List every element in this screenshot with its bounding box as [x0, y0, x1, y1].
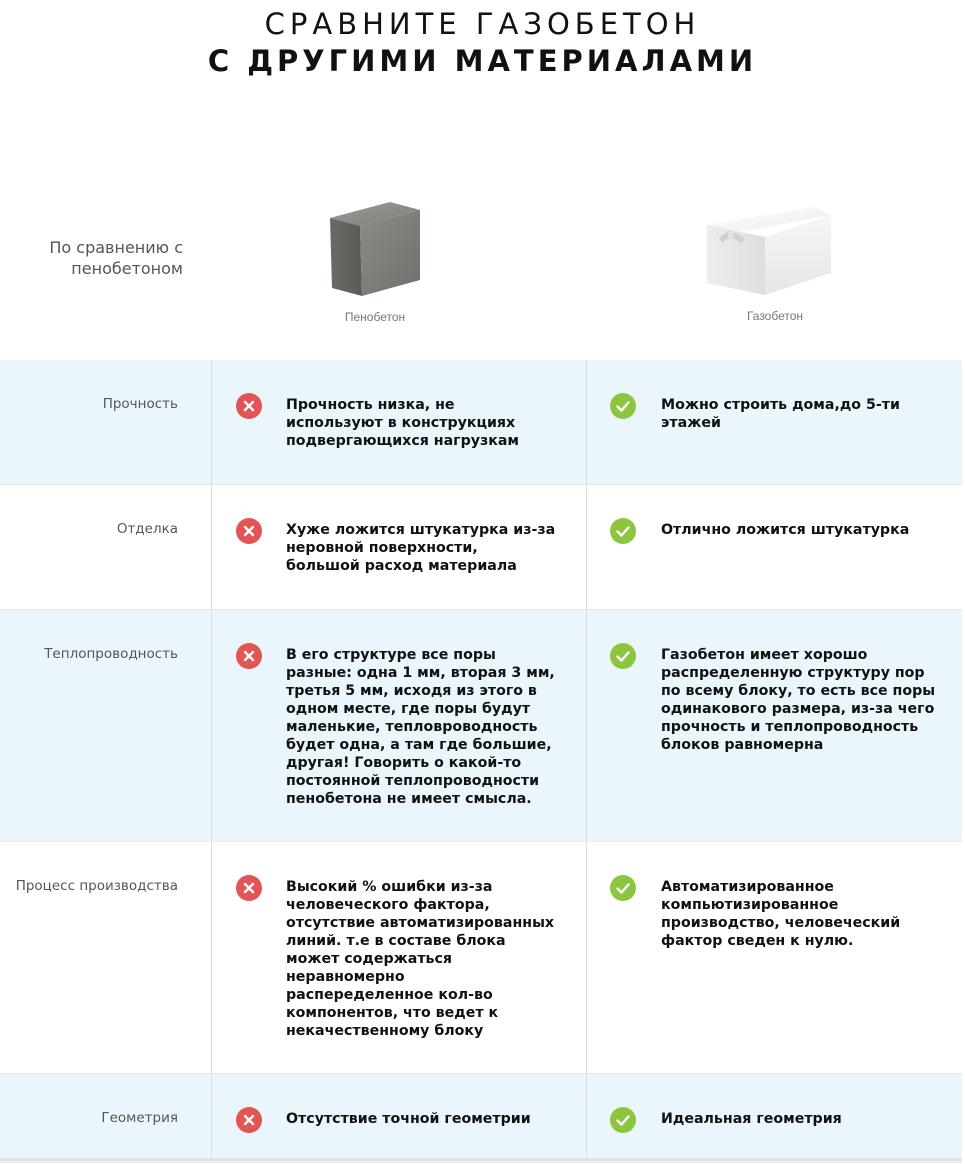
- column-divider: [586, 610, 587, 841]
- foam-concrete-product: [320, 190, 430, 324]
- row-label: Прочность: [102, 396, 178, 412]
- aerated-concrete-product: [695, 195, 855, 323]
- column-divider: [211, 1074, 212, 1162]
- row-label: Геометрия: [101, 1110, 178, 1126]
- column-divider: [211, 842, 212, 1073]
- column-divider: [211, 610, 212, 841]
- table-row-finishing: [0, 485, 962, 610]
- aerated-concrete-text: Автоматизированное компьютизированное производство, человеческий фактор сведен к нулю.: [661, 879, 901, 949]
- foam-concrete-text: В его структуре все поры разные: одна 1 мм, вторая 3 мм, третья 5 мм, исходя из этого в одном месте, где поры будут маленькие, тепловроводность будет одна, а там где большие, другая! Говорить о какой-то постоянной теплопроводности пенобетона не имеет смысла.: [286, 647, 555, 807]
- check-circle-icon: [610, 393, 636, 419]
- column-divider: [586, 485, 587, 609]
- foam-concrete-caption: Пенобетон: [344, 310, 406, 324]
- aerated-concrete-text: Идеальная геометрия: [661, 1111, 842, 1127]
- table-row-thermal-conductivity: [0, 610, 962, 842]
- aerated-concrete-caption: Газобетон: [746, 309, 804, 323]
- table-row-geometry: [0, 1074, 962, 1163]
- row-label: Процесс производства: [15, 878, 178, 894]
- check-circle-icon: [610, 643, 636, 669]
- foam-concrete-text: Высокий % ошибки из-за человеческого фактора, отсутствие автоматизированных линий. т.е в составе блока может содержаться неравномерно распеределенное кол-во компонентов, что ведет к некачественному блоку: [286, 879, 555, 1039]
- column-divider: [211, 485, 212, 609]
- bottom-divider: [0, 1158, 962, 1161]
- check-circle-icon: [610, 875, 636, 901]
- aerated-concrete-text: Газобетон имеет хорошо распределенную структуру пор по всему блоку, то есть все поры одинакового размера, из-за чего прочность и теплопроводность блоков равномерна: [661, 647, 936, 753]
- foam-concrete-block-image: [320, 190, 430, 302]
- aerated-concrete-text: Можно строить дома,до 5-ти этажей: [661, 397, 900, 431]
- cross-circle-icon: [236, 393, 262, 419]
- table-row-production-process: [0, 842, 962, 1074]
- page-title-line1: СРАВНИТЕ ГАЗОБЕТОН: [264, 7, 701, 41]
- row-label: Теплопроводность: [44, 646, 178, 662]
- aerated-concrete-text: Отлично ложится штукатурка: [661, 522, 910, 538]
- column-divider: [586, 360, 587, 484]
- check-circle-icon: [610, 518, 636, 544]
- cross-circle-icon: [236, 518, 262, 544]
- foam-concrete-text: Прочность низка, не используют в конструкциях подвергающихся нагрузкам: [286, 397, 520, 449]
- cross-circle-icon: [236, 1107, 262, 1133]
- cross-circle-icon: [236, 875, 262, 901]
- table-row-strength: [0, 360, 962, 485]
- aerated-concrete-block-image: [695, 195, 855, 301]
- foam-concrete-text: Отсутствие точной геометрии: [286, 1111, 531, 1127]
- comparison-table: [0, 360, 962, 1163]
- row-label: Отделка: [116, 521, 178, 537]
- comparison-label: По сравнению с пенобетоном: [49, 238, 183, 278]
- check-circle-icon: [610, 1107, 636, 1133]
- column-divider: [586, 842, 587, 1073]
- page-title-line2: С ДРУГИМИ МАТЕРИАЛАМИ: [207, 44, 758, 78]
- column-divider: [211, 360, 212, 484]
- column-divider: [586, 1074, 587, 1162]
- cross-circle-icon: [236, 643, 262, 669]
- foam-concrete-text: Хуже ложится штукатурка из-за неровной поверхности, большой расход материала: [286, 522, 556, 574]
